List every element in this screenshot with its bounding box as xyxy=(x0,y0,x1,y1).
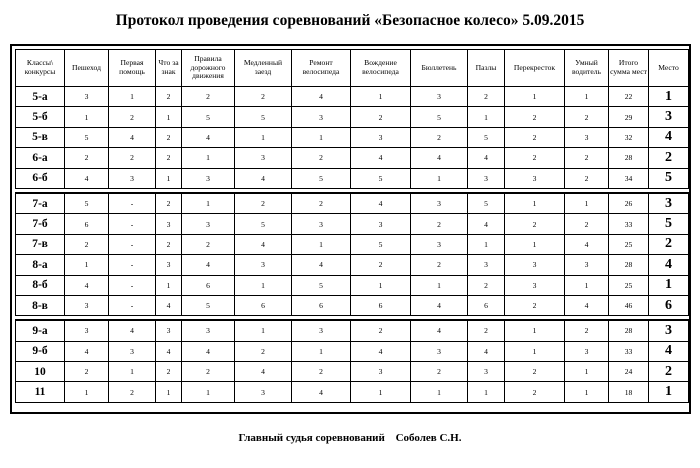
score-cell: 3 xyxy=(505,168,565,188)
score-cell: 4 xyxy=(351,341,411,361)
score-cell: 4 xyxy=(235,234,292,254)
score-cell: 4 xyxy=(156,341,182,361)
results-table xyxy=(15,49,689,403)
score-cell: 2 xyxy=(109,382,156,402)
score-cell: 1 xyxy=(109,362,156,382)
score-cell: 4 xyxy=(351,148,411,168)
place-cell: 2 xyxy=(649,234,689,254)
score-cell: 4 xyxy=(182,255,235,275)
place-cell: 4 xyxy=(649,255,689,275)
score-cell: 3 xyxy=(468,168,505,188)
score-cell: 5 xyxy=(411,107,468,127)
score-cell: 4 xyxy=(351,193,411,214)
score-cell: 3 xyxy=(351,362,411,382)
score-cell: 3 xyxy=(411,193,468,214)
score-cell: 1 xyxy=(505,193,565,214)
score-cell: 2 xyxy=(468,275,505,295)
score-cell: 2 xyxy=(411,127,468,147)
score-cell: 1 xyxy=(565,362,609,382)
class-name-cell: 11 xyxy=(16,382,65,402)
total-cell: 28 xyxy=(609,148,649,168)
score-cell: 3 xyxy=(65,295,109,315)
score-cell: 4 xyxy=(65,168,109,188)
score-cell: 5 xyxy=(292,275,351,295)
score-cell: 2 xyxy=(156,148,182,168)
class-name-cell: 8-б xyxy=(16,275,65,295)
score-cell: 5 xyxy=(65,193,109,214)
score-cell: 3 xyxy=(156,214,182,234)
score-cell: 3 xyxy=(235,255,292,275)
score-cell: 3 xyxy=(505,275,565,295)
total-cell: 26 xyxy=(609,193,649,214)
score-cell: - xyxy=(109,255,156,275)
total-cell: 25 xyxy=(609,275,649,295)
score-cell: 3 xyxy=(156,320,182,341)
column-header: Ремонт велосипеда xyxy=(292,50,351,87)
header-row xyxy=(16,50,689,87)
class-name-cell: 9-а xyxy=(16,320,65,341)
score-cell: 2 xyxy=(565,320,609,341)
score-cell: 5 xyxy=(351,234,411,254)
table-row xyxy=(16,148,689,168)
score-cell: 3 xyxy=(182,168,235,188)
score-cell: 3 xyxy=(351,214,411,234)
score-cell: 4 xyxy=(65,275,109,295)
score-cell: 2 xyxy=(156,234,182,254)
score-cell: 2 xyxy=(109,148,156,168)
score-cell: 1 xyxy=(565,275,609,295)
score-cell: 5 xyxy=(235,214,292,234)
total-cell: 29 xyxy=(609,107,649,127)
score-cell: 3 xyxy=(468,255,505,275)
score-cell: 3 xyxy=(411,87,468,107)
score-cell: 4 xyxy=(109,320,156,341)
place-cell: 5 xyxy=(649,168,689,188)
score-cell: 4 xyxy=(235,362,292,382)
class-name-cell: 7-б xyxy=(16,214,65,234)
score-cell: 4 xyxy=(235,168,292,188)
score-cell: 2 xyxy=(235,87,292,107)
total-cell: 25 xyxy=(609,234,649,254)
score-cell: 2 xyxy=(565,107,609,127)
score-cell: 4 xyxy=(182,341,235,361)
score-cell: 4 xyxy=(292,382,351,402)
score-cell: 3 xyxy=(565,127,609,147)
score-cell: 6 xyxy=(351,295,411,315)
score-cell: 2 xyxy=(292,148,351,168)
score-cell: 3 xyxy=(351,127,411,147)
score-cell: 4 xyxy=(411,320,468,341)
place-cell: 5 xyxy=(649,214,689,234)
score-cell: 1 xyxy=(156,107,182,127)
score-cell: 1 xyxy=(565,193,609,214)
chief-judge-label: Главный судья соревнований xyxy=(238,432,385,444)
score-cell: 1 xyxy=(182,193,235,214)
score-cell: 2 xyxy=(292,193,351,214)
score-cell: - xyxy=(109,295,156,315)
score-cell: 3 xyxy=(565,341,609,361)
total-cell: 34 xyxy=(609,168,649,188)
score-cell: - xyxy=(109,234,156,254)
table-row xyxy=(16,87,689,107)
score-cell: 3 xyxy=(182,214,235,234)
score-cell: 4 xyxy=(182,127,235,147)
score-cell: 1 xyxy=(292,127,351,147)
score-cell: 1 xyxy=(411,382,468,402)
class-name-cell: 9-б xyxy=(16,341,65,361)
score-cell: 1 xyxy=(351,87,411,107)
class-name-cell: 6-а xyxy=(16,148,65,168)
total-cell: 18 xyxy=(609,382,649,402)
score-cell: 6 xyxy=(292,295,351,315)
score-cell: - xyxy=(109,275,156,295)
place-cell: 2 xyxy=(649,362,689,382)
score-cell: 1 xyxy=(156,168,182,188)
column-header: Пазлы xyxy=(468,50,505,87)
place-cell: 4 xyxy=(649,341,689,361)
score-cell: 5 xyxy=(468,127,505,147)
table-row xyxy=(16,127,689,147)
score-cell: 3 xyxy=(235,382,292,402)
score-cell: 2 xyxy=(505,382,565,402)
column-header: Вождение велосипеда xyxy=(351,50,411,87)
score-cell: 2 xyxy=(565,148,609,168)
column-header: Пешеход xyxy=(65,50,109,87)
score-cell: 1 xyxy=(351,382,411,402)
score-cell: 2 xyxy=(351,107,411,127)
score-cell: 2 xyxy=(565,214,609,234)
score-cell: 3 xyxy=(292,214,351,234)
score-cell: 5 xyxy=(182,295,235,315)
score-cell: 1 xyxy=(65,107,109,127)
class-name-cell: 10 xyxy=(16,362,65,382)
score-cell: 6 xyxy=(65,214,109,234)
total-cell: 28 xyxy=(609,320,649,341)
score-cell: 2 xyxy=(182,362,235,382)
score-cell: 1 xyxy=(235,127,292,147)
score-cell: 2 xyxy=(156,127,182,147)
table-row xyxy=(16,382,689,402)
score-cell: 2 xyxy=(505,214,565,234)
class-name-cell: 7-а xyxy=(16,193,65,214)
score-cell: 5 xyxy=(468,193,505,214)
place-cell: 1 xyxy=(649,382,689,402)
score-cell: 3 xyxy=(182,320,235,341)
place-cell: 6 xyxy=(649,295,689,315)
place-cell: 1 xyxy=(649,275,689,295)
score-cell: 1 xyxy=(65,255,109,275)
score-cell: 1 xyxy=(468,382,505,402)
score-cell: 1 xyxy=(182,148,235,168)
column-header: Что за знак xyxy=(156,50,182,87)
column-header: Умный водитель xyxy=(565,50,609,87)
score-cell: 4 xyxy=(468,148,505,168)
table-row xyxy=(16,234,689,254)
score-cell: 5 xyxy=(182,107,235,127)
score-cell: 2 xyxy=(411,362,468,382)
score-cell: 1 xyxy=(292,341,351,361)
score-cell: 3 xyxy=(565,255,609,275)
score-cell: 3 xyxy=(109,168,156,188)
score-cell: 3 xyxy=(292,107,351,127)
class-name-cell: 5-в xyxy=(16,127,65,147)
total-cell: 22 xyxy=(609,87,649,107)
score-cell: 5 xyxy=(351,168,411,188)
score-cell: 1 xyxy=(468,234,505,254)
score-cell: 3 xyxy=(411,234,468,254)
column-header: Перекресток xyxy=(505,50,565,87)
score-cell: 5 xyxy=(292,168,351,188)
score-cell: 2 xyxy=(65,362,109,382)
score-cell: 2 xyxy=(468,87,505,107)
score-cell: 1 xyxy=(565,382,609,402)
score-cell: 2 xyxy=(182,87,235,107)
score-cell: 1 xyxy=(235,320,292,341)
score-cell: 3 xyxy=(468,362,505,382)
score-cell: 1 xyxy=(156,382,182,402)
column-header: Первая помощь xyxy=(109,50,156,87)
column-header: Правила дорожного движения xyxy=(182,50,235,87)
score-cell: 3 xyxy=(65,320,109,341)
table-row xyxy=(16,320,689,341)
score-cell: - xyxy=(109,214,156,234)
score-cell: 2 xyxy=(156,362,182,382)
place-cell: 1 xyxy=(649,87,689,107)
score-cell: 4 xyxy=(565,295,609,315)
score-cell: 6 xyxy=(182,275,235,295)
score-cell: 6 xyxy=(468,295,505,315)
table-row xyxy=(16,275,689,295)
score-cell: 2 xyxy=(292,362,351,382)
score-cell: 2 xyxy=(156,87,182,107)
score-cell: 1 xyxy=(411,275,468,295)
score-cell: 1 xyxy=(292,234,351,254)
score-cell: 4 xyxy=(411,148,468,168)
score-cell: 2 xyxy=(156,193,182,214)
place-cell: 3 xyxy=(649,193,689,214)
score-cell: 2 xyxy=(505,107,565,127)
score-cell: 2 xyxy=(505,362,565,382)
total-cell: 33 xyxy=(609,341,649,361)
score-cell: 5 xyxy=(235,107,292,127)
table-row xyxy=(16,341,689,361)
score-cell: 3 xyxy=(109,341,156,361)
score-cell: 2 xyxy=(351,320,411,341)
class-name-cell: 8-а xyxy=(16,255,65,275)
score-cell: 4 xyxy=(156,295,182,315)
score-cell: 1 xyxy=(156,275,182,295)
score-cell: 2 xyxy=(505,295,565,315)
table-row xyxy=(16,295,689,315)
score-cell: 1 xyxy=(505,87,565,107)
score-cell: 2 xyxy=(351,255,411,275)
score-cell: 2 xyxy=(109,107,156,127)
score-cell: 2 xyxy=(235,193,292,214)
score-cell: 4 xyxy=(65,341,109,361)
column-header: Медленный заезд xyxy=(235,50,292,87)
score-cell: - xyxy=(109,193,156,214)
class-name-cell: 7-в xyxy=(16,234,65,254)
score-cell: 1 xyxy=(505,234,565,254)
column-header: Классы\ конкурсы xyxy=(16,50,65,87)
table-row xyxy=(16,168,689,188)
score-cell: 2 xyxy=(505,148,565,168)
place-cell: 4 xyxy=(649,127,689,147)
class-name-cell: 6-б xyxy=(16,168,65,188)
column-header: Место xyxy=(649,50,689,87)
score-cell: 4 xyxy=(565,234,609,254)
score-cell: 4 xyxy=(292,255,351,275)
score-cell: 2 xyxy=(505,127,565,147)
score-cell: 5 xyxy=(65,127,109,147)
table-row xyxy=(16,193,689,214)
score-cell: 4 xyxy=(468,341,505,361)
score-cell: 2 xyxy=(468,320,505,341)
score-cell: 2 xyxy=(65,234,109,254)
column-header: Бюллетень xyxy=(411,50,468,87)
score-cell: 4 xyxy=(411,295,468,315)
score-cell: 1 xyxy=(235,275,292,295)
score-cell: 3 xyxy=(411,341,468,361)
score-cell: 2 xyxy=(411,255,468,275)
score-cell: 3 xyxy=(505,255,565,275)
chief-judge-name: Соболев С.Н. xyxy=(395,432,462,444)
score-cell: 2 xyxy=(182,234,235,254)
score-cell: 1 xyxy=(109,87,156,107)
column-header: Итого сумма мест xyxy=(609,50,649,87)
score-cell: 1 xyxy=(351,275,411,295)
score-cell: 4 xyxy=(109,127,156,147)
table-row xyxy=(16,255,689,275)
total-cell: 28 xyxy=(609,255,649,275)
score-cell: 3 xyxy=(235,148,292,168)
footer-signature xyxy=(0,432,700,444)
class-name-cell: 8-в xyxy=(16,295,65,315)
place-cell: 3 xyxy=(649,320,689,341)
score-cell: 2 xyxy=(411,214,468,234)
place-cell: 3 xyxy=(649,107,689,127)
score-cell: 4 xyxy=(468,214,505,234)
score-cell: 1 xyxy=(182,382,235,402)
place-cell: 2 xyxy=(649,148,689,168)
score-cell: 2 xyxy=(235,341,292,361)
score-cell: 2 xyxy=(565,168,609,188)
score-cell: 2 xyxy=(65,148,109,168)
score-cell: 3 xyxy=(65,87,109,107)
score-cell: 1 xyxy=(565,87,609,107)
total-cell: 24 xyxy=(609,362,649,382)
table-row xyxy=(16,362,689,382)
score-cell: 6 xyxy=(235,295,292,315)
table-body xyxy=(16,87,689,403)
results-table-frame xyxy=(10,44,691,414)
total-cell: 46 xyxy=(609,295,649,315)
score-cell: 1 xyxy=(505,341,565,361)
total-cell: 33 xyxy=(609,214,649,234)
page-title: Протокол проведения соревнований «Безопасное колесо» 5.09.2015 xyxy=(115,12,585,29)
score-cell: 1 xyxy=(505,320,565,341)
score-cell: 1 xyxy=(65,382,109,402)
class-name-cell: 5-а xyxy=(16,87,65,107)
table-row xyxy=(16,107,689,127)
score-cell: 3 xyxy=(292,320,351,341)
class-name-cell: 5-б xyxy=(16,107,65,127)
total-cell: 32 xyxy=(609,127,649,147)
score-cell: 1 xyxy=(411,168,468,188)
score-cell: 1 xyxy=(468,107,505,127)
table-row xyxy=(16,214,689,234)
score-cell: 4 xyxy=(292,87,351,107)
score-cell: 3 xyxy=(156,255,182,275)
